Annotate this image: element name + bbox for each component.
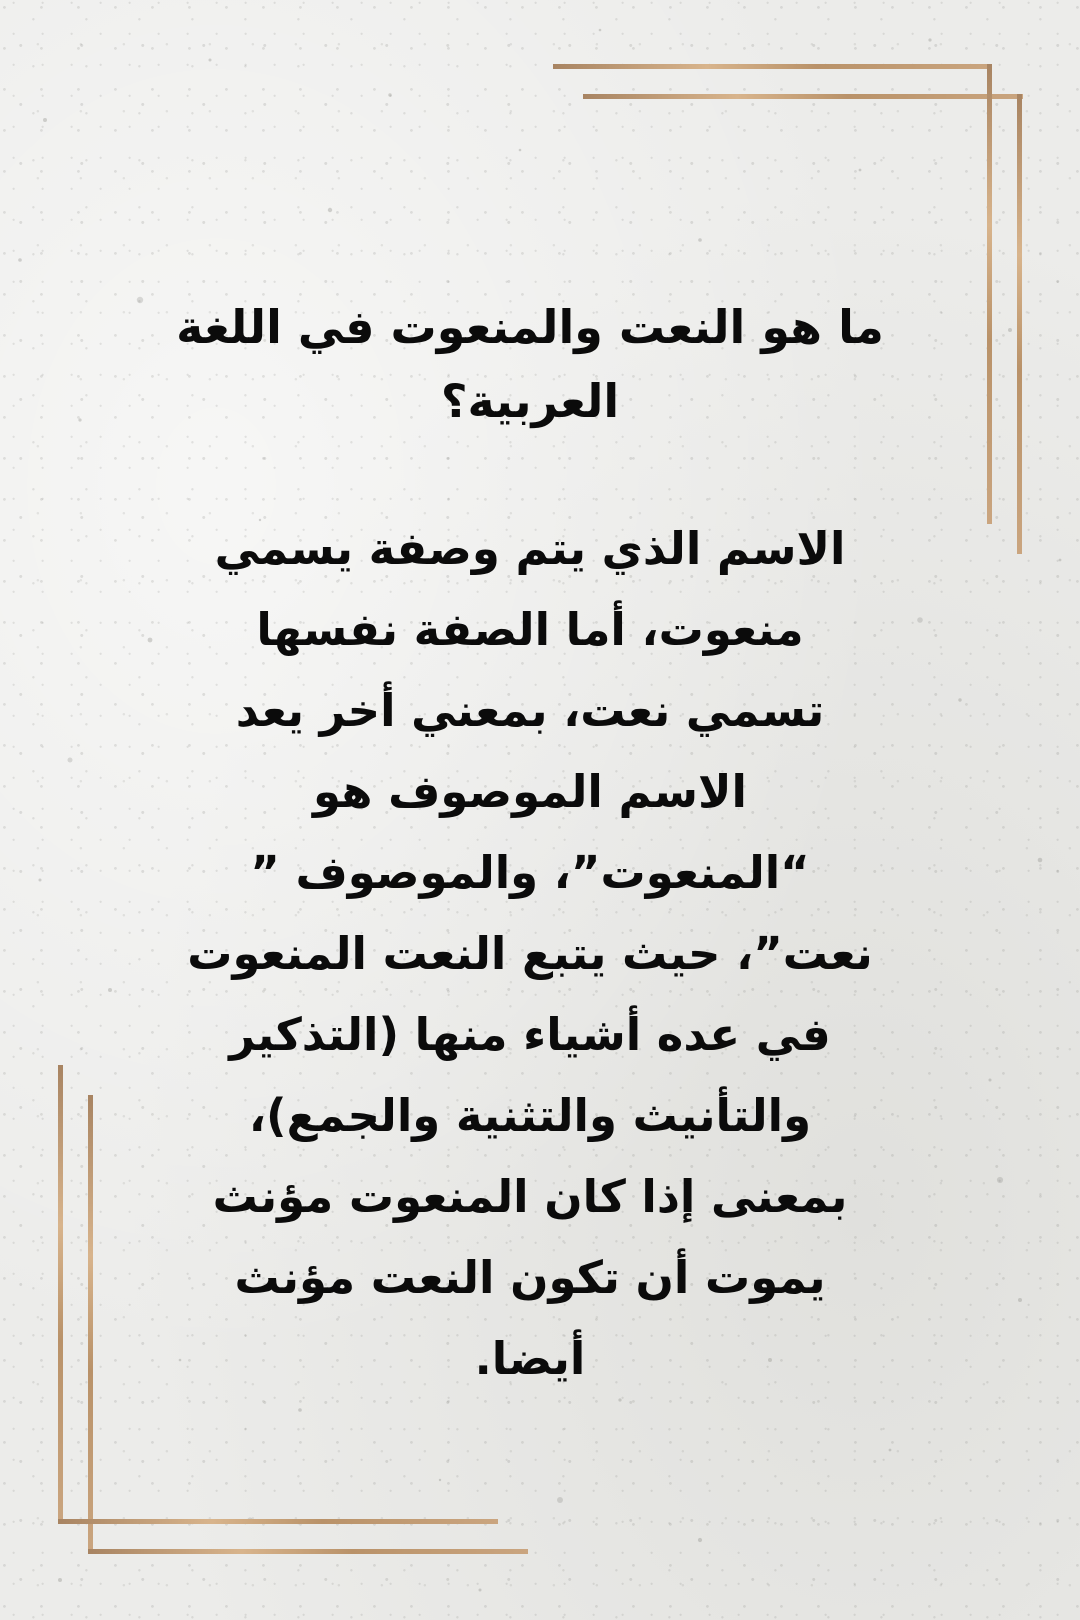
article-content <box>160 290 900 1399</box>
frame-right-inner-line <box>1017 94 1022 554</box>
frame-bottom-outer-line <box>58 1519 498 1524</box>
frame-top-inner-line <box>583 94 1023 99</box>
frame-left-inner-line <box>88 1095 93 1554</box>
frame-right-outer-line <box>987 64 992 524</box>
article-title: ما هو النعت والمنعوت في اللغة العربية؟ <box>176 300 884 428</box>
frame-top-outer-line <box>553 64 992 69</box>
article-body: الاسم الذي يتم وصفة يسمي منعوت، أما الصفة نفسها تسمي نعت، بمعني أخر يعد الاسم الموصوف هو “المنعوت”، والموصوف ” نعت”، حيث يتبع النعت المنعوت في عده أشياء منها (التذكير والتأنيث والتثنية والجمع)، بمعنى إذا كان المنعوت مؤنث يموت أن تكون النعت مؤنث أيضا. <box>187 522 873 1385</box>
frame-left-outer-line <box>58 1065 63 1524</box>
frame-bottom-inner-line <box>88 1549 528 1554</box>
